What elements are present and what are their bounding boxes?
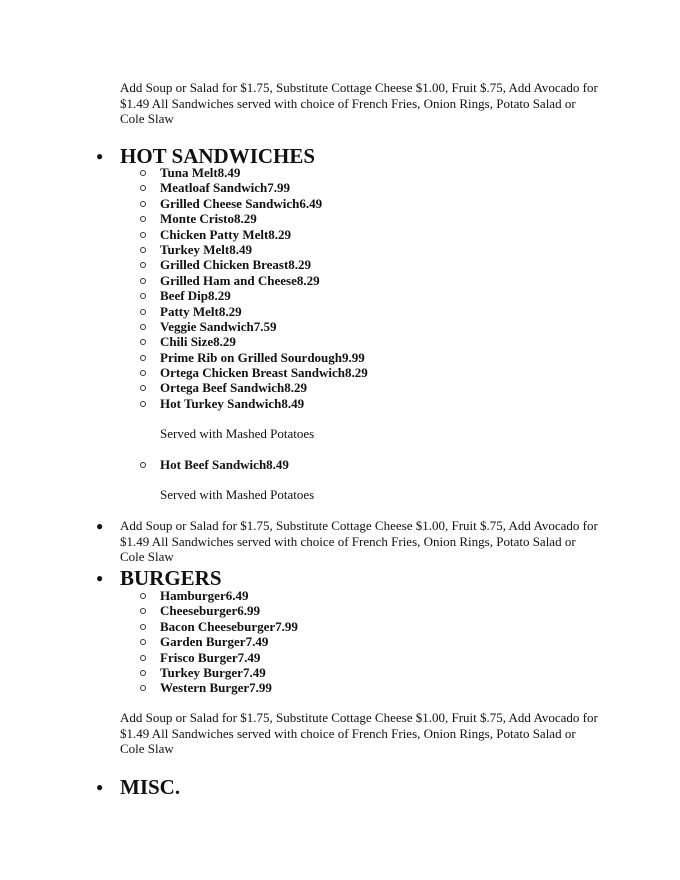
circle-bullet-icon [140,370,146,376]
circle-bullet-icon [140,309,146,315]
bullet-icon: ● [96,780,104,794]
circle-bullet-icon [140,655,146,661]
circle-bullet-icon [140,247,146,253]
sides-note-bottom: Add Soup or Salad for $1.75, Substitute Cottage Cheese $1.00, Fruit $.75, Add Avocado for $1.49 All Sandwiches served with choice of French Fries, Onion Rings, Potato Salad or Cole Slaw [120,710,598,756]
circle-bullet-icon [140,185,146,191]
mashed-potatoes-note-2: Served with Mashed Potatoes [160,487,315,502]
circle-bullet-icon [140,278,146,284]
circle-bullet-icon [140,293,146,299]
circle-bullet-icon [140,232,146,238]
circle-bullet-icon [140,170,146,176]
circle-bullet-icon [140,262,146,268]
circle-bullet-icon [140,685,146,691]
circle-bullet-icon [140,608,146,614]
misc-heading: MISC. [120,775,181,799]
circle-bullet-icon [140,593,146,599]
circle-bullet-icon [140,639,146,645]
circle-bullet-icon [140,201,146,207]
menu-page: Add Soup or Salad for $1.75, Substitute Cottage Cheese $1.00, Fruit $.75, Add Avocado for $1.49 All Sandwiches served with choice of French Fries, Onion Rings, Potato Salad or Cole Slaw ● HOT SANDWICHES Tuna Melt8.49 Meatloaf Sandwich7.99 Grilled Cheese Sandwich6.49 Monte Cristo8.29 Chicken Patty Melt8.29 Turkey Melt8.49 Grilled Chicken Breast8.29 Grilled Ham and Cheese8.29 Beef Dip8.29 Patty Melt8.29 Veggie Sandwich7.59 Chili Size8.29 Prime Rib on Grilled Sourdough9.99 Ortega Chicken Breast Sandwich8.29 Ortega Beef Sandwich8.29 Hot Turkey Sandwich8.49 Served with Mashed Potatoes Hot Beef Sandwich8.49 Served with Mashed Potatoes ● Add Soup or Salad for $1.75, Substitute Cottage Cheese $1.00, Fruit $.75, Add Avocado for $1.49 All Sandwiches served with choice of French Fries, Onion Rings, Potato Salad or Cole Slaw ● BURGERS Hamburger6.49 Cheeseburger6.99 Bacon Cheeseburger7.99 Garden Burger7.49 Frisco Burger7.49 Turkey Burger7.49 Western Burger7.99 Add Soup or Salad for $1.75, Substitute Cottage Cheese $1.00, Fruit $.75, Add Avocado for $1.49 All Sandwiches served with choice of French Fries, Onion Rings, Potato Salad or Cole Slaw ● MISC. [0,0,680,880]
circle-bullet-icon [140,339,146,345]
circle-bullet-icon [140,401,146,407]
circle-bullet-icon [140,355,146,361]
circle-bullet-icon [140,670,146,676]
circle-bullet-icon [140,385,146,391]
bullet-icon: ● [96,571,104,585]
bullet-icon: ● [96,519,104,533]
bullet-icon: ● [96,149,104,163]
burgers-heading: BURGERS [120,566,222,590]
sides-note-top: Add Soup or Salad for $1.75, Substitute Cottage Cheese $1.00, Fruit $.75, Add Avocado for $1.49 All Sandwiches served with choice of French Fries, Onion Rings, Potato Salad or Cole Slaw [120,80,598,126]
mashed-potatoes-note: Served with Mashed Potatoes [160,426,315,441]
sides-note-middle: Add Soup or Salad for $1.75, Substitute Cottage Cheese $1.00, Fruit $.75, Add Avocado for $1.49 All Sandwiches served with choice of French Fries, Onion Rings, Potato Salad or Cole Slaw [120,518,598,564]
circle-bullet-icon [140,216,146,222]
circle-bullet-icon [140,324,146,330]
hot-sandwiches-heading: HOT SANDWICHES [120,144,316,168]
circle-bullet-icon [140,462,146,468]
circle-bullet-icon [140,624,146,630]
